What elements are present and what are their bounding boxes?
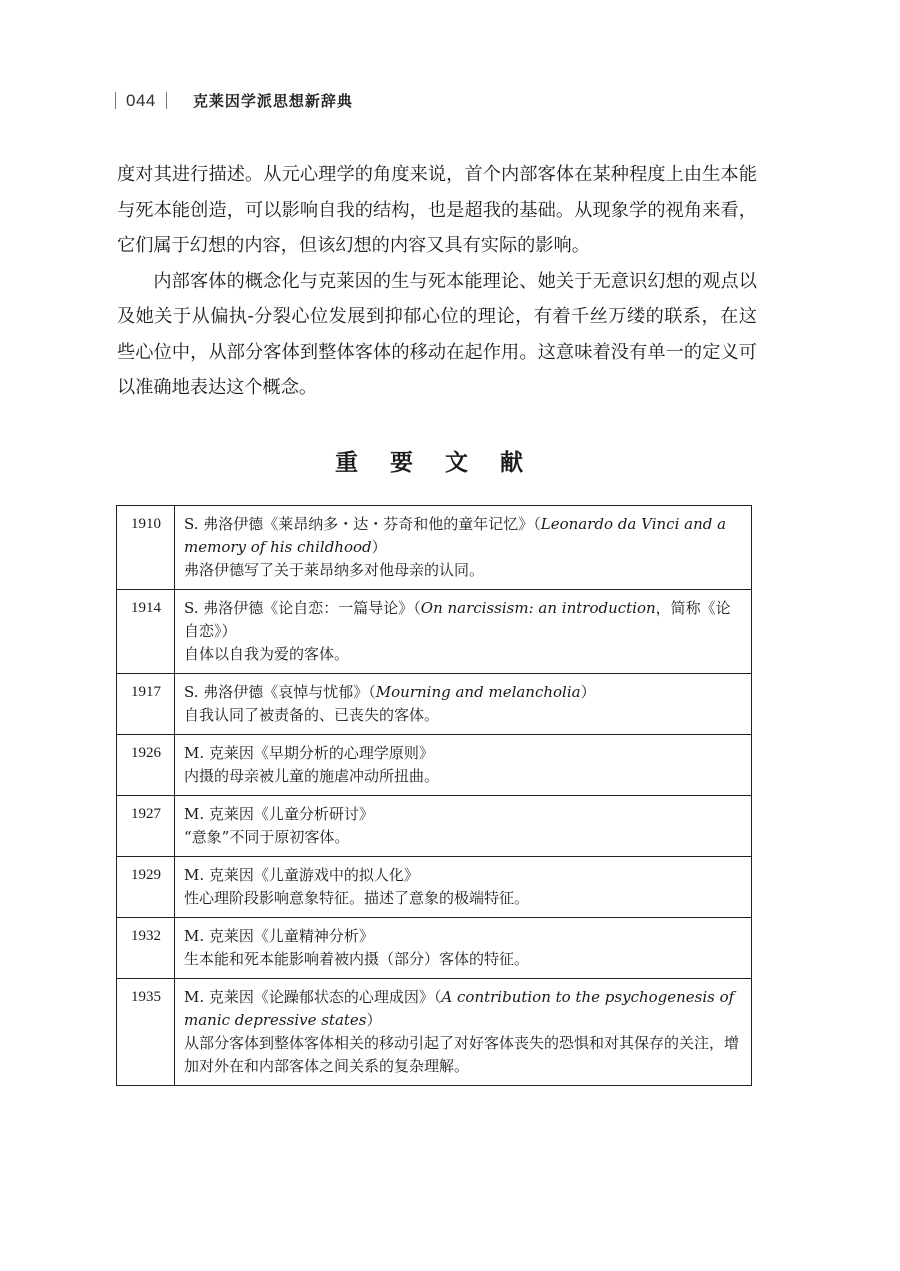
reference-title-text: M. 克莱因《论躁郁状态的心理成因》（ (184, 988, 442, 1006)
table-row (117, 590, 752, 674)
paragraph: 内部客体的概念化与克莱因的生与死本能理论、她关于无意识幻想的观点以及她关于从偏执-分裂心位发展到抑郁心位的理论，有着千丝万缕的联系，在这些心位中，从部分客体到整体客体的移动在起作用。这意味着没有单一的定义可以准确地表达这个概念。 (117, 270, 757, 398)
table-row (117, 735, 752, 796)
reference-note: 生本能和死本能影响着被内摄（部分）客体的特征。 (184, 950, 530, 968)
table-row (117, 796, 752, 857)
reference-content (175, 590, 752, 674)
reference-content (175, 796, 752, 857)
reference-title-end: ） (371, 538, 387, 556)
reference-year: 1929 (117, 857, 175, 918)
reference-title-english: Mourning and melancholia (375, 683, 581, 701)
reference-title-text: M. 克莱因《儿童精神分析》 (184, 927, 374, 945)
reference-content (175, 735, 752, 796)
reference-year: 1914 (117, 590, 175, 674)
reference-note: “意象”不同于原初客体。 (184, 828, 350, 846)
reference-year: 1935 (117, 979, 175, 1086)
table-row (117, 857, 752, 918)
section-title: 重 要 文 献 (334, 449, 536, 476)
header-divider (115, 92, 116, 109)
reference-note: 弗洛伊德写了关于莱昂纳多对他母亲的认同。 (184, 561, 485, 579)
table-row (117, 674, 752, 735)
book-title: 克莱因学派思想新辞典 (192, 93, 353, 110)
reference-title (184, 513, 743, 559)
reference-title-text: S. 弗洛伊德《莱昂纳多・达・芬奇和他的童年记忆》（ (184, 515, 541, 533)
reference-title-english: A contribution to the psychogenesis of manic depressive states (184, 988, 735, 1029)
reference-title-text: M. 克莱因《儿童游戏中的拟人化》 (184, 866, 419, 884)
reference-title-text: M. 克莱因《早期分析的心理学原则》 (184, 744, 434, 762)
table-row (117, 979, 752, 1086)
reference-title (184, 803, 743, 826)
reference-title-end: ） (580, 683, 596, 701)
reference-title-text: S. 弗洛伊德《哀悼与忧郁》（ (184, 683, 376, 701)
reference-title (184, 681, 743, 704)
reference-content (175, 979, 752, 1086)
page-number: 044 (126, 90, 156, 110)
reference-note: 内摄的母亲被儿童的施虐冲动所扭曲。 (184, 767, 440, 785)
reference-title (184, 864, 743, 887)
reference-content (175, 857, 752, 918)
reference-title-end: ，简称《论自恋》） (184, 599, 731, 640)
reference-year: 1932 (117, 918, 175, 979)
reference-title (184, 925, 743, 948)
reference-note: 自体以自我为爱的客体。 (184, 645, 350, 663)
running-header (115, 90, 353, 111)
reference-title (184, 597, 743, 643)
reference-note: 从部分客体到整体客体相关的移动引起了对好客体丧失的恐惧和对其保存的关注，增加对外在和内部客体之间关系的复杂理解。 (184, 1034, 740, 1075)
reference-year: 1927 (117, 796, 175, 857)
reference-title-english: On narcissism: an introduction (420, 599, 656, 617)
reference-note: 性心理阶段影响意象特征。描述了意象的极端特征。 (184, 889, 530, 907)
paragraph: 度对其进行描述。从元心理学的角度来说，首个内部客体在某种程度上由生本能与死本能创造，可以影响自我的结构，也是超我的基础。从现象学的视角来看，它们属于幻想的内容，但该幻想的内容又具有实际的影响。 (117, 164, 757, 256)
references-table-body (117, 506, 752, 1086)
reference-title-text: S. 弗洛伊德《论自恋：一篇导论》（ (184, 599, 421, 617)
reference-year: 1910 (117, 506, 175, 590)
reference-title-english: Leonardo da Vinci and a memory of his childhood (184, 515, 727, 556)
reference-content (175, 674, 752, 735)
reference-title (184, 742, 743, 765)
references-table (116, 505, 752, 1086)
reference-title-text: M. 克莱因《儿童分析研讨》 (184, 805, 374, 823)
table-row (117, 506, 752, 590)
body-text (117, 157, 757, 406)
header-divider (166, 92, 167, 109)
reference-year: 1926 (117, 735, 175, 796)
reference-note: 自我认同了被责备的、已丧失的客体。 (184, 706, 440, 724)
reference-content (175, 918, 752, 979)
reference-content (175, 506, 752, 590)
reference-title-end: ） (366, 1011, 382, 1029)
reference-year: 1917 (117, 674, 175, 735)
reference-title (184, 986, 743, 1032)
table-row (117, 918, 752, 979)
